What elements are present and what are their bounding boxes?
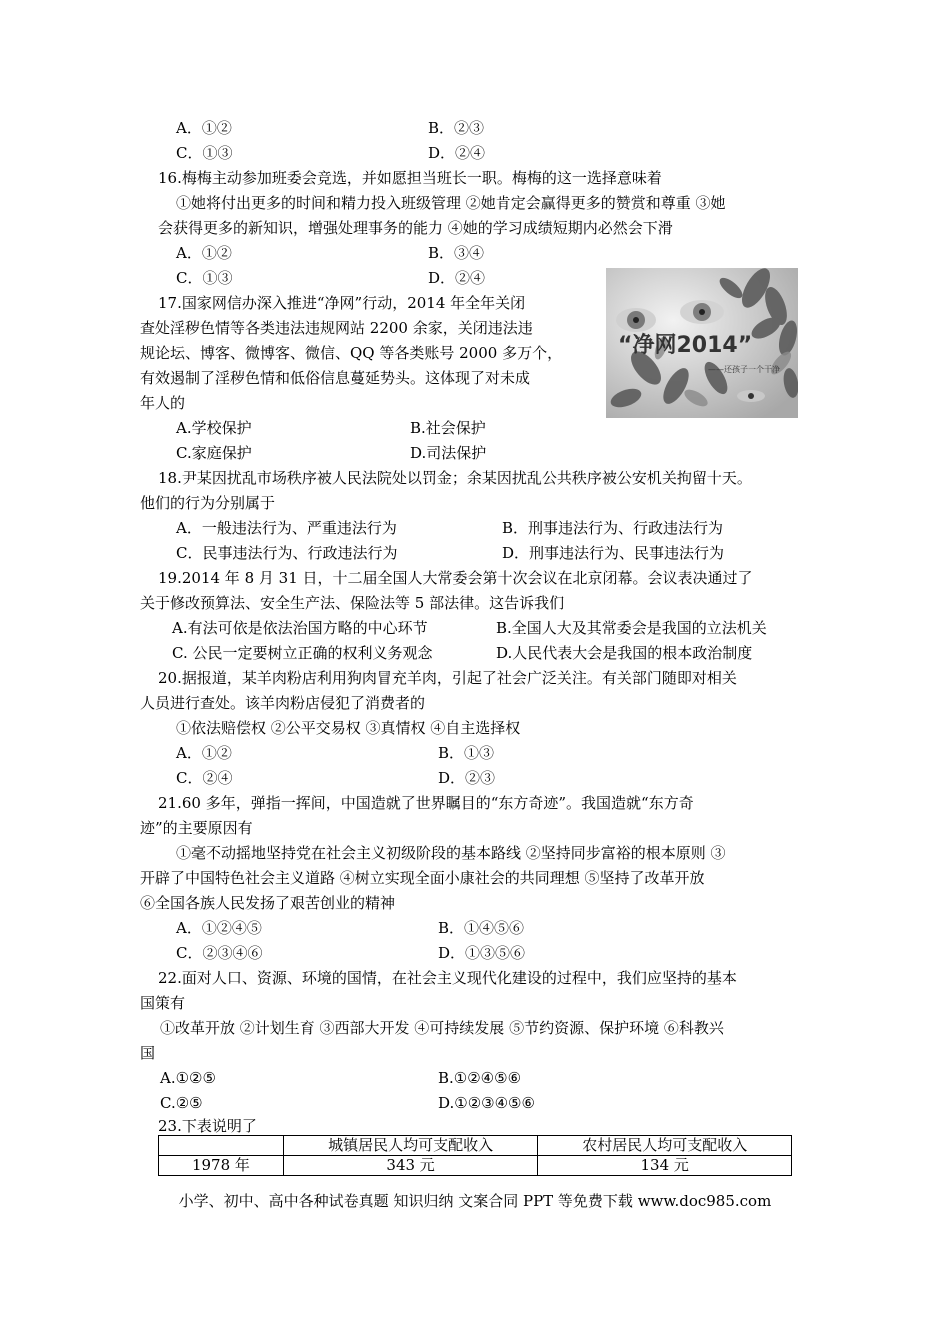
text-line: ①依法赔偿权 ②公平交易权 ③真情权 ④自主选择权	[176, 719, 521, 737]
text-line: 国	[140, 1044, 156, 1062]
text-line: D.①②③④⑤⑥	[438, 1094, 535, 1112]
table-header-cell: 城镇居民人均可支配收入	[283, 1136, 538, 1156]
text-line: A．一般违法行为、严重违法行为	[176, 519, 397, 537]
text-line: A.学校保护	[176, 419, 252, 437]
text-line: ①她将付出更多的时间和精力投入班级管理 ②她肯定会赢得更多的赞赏和尊重 ③她	[176, 194, 726, 212]
text-line: 18.尹某因扰乱市场秩序被人民法院处以罚金；余某因扰乱公共秩序被公安机关拘留十天。	[158, 469, 752, 487]
table-header-row	[159, 1136, 792, 1156]
text-line: 迹”的主要原因有	[140, 819, 253, 837]
text-line: D.司法保护	[410, 444, 487, 462]
text-line: A．①②	[176, 119, 232, 137]
text-line: B.①②④⑤⑥	[438, 1069, 522, 1087]
page-footer: 小学、初中、高中各种试卷真题 知识归纳 文案合同 PPT 等免费下载 www.doc985.com	[178, 1192, 772, 1210]
text-line: D．②③	[438, 769, 496, 787]
text-line: 有效遏制了淫秽色情和低俗信息蔓延势头。这体现了对未成	[140, 369, 531, 387]
text-line: C．②④	[176, 769, 233, 787]
text-line: A．①②④⑤	[176, 919, 262, 937]
text-line: 人员进行查处。该羊肉粉店侵犯了消费者的	[140, 694, 426, 712]
text-line: 查处淫秽色情等各类违法违规网站 2200 余家，关闭违法违	[140, 319, 533, 337]
text-line: A.①②⑤	[160, 1069, 216, 1087]
text-line: A．①②	[176, 244, 232, 262]
image-subtitle: ——还孩子一个干净	[708, 365, 780, 374]
table-cell: 134 元	[538, 1156, 792, 1176]
text-line: 国策有	[140, 994, 186, 1012]
text-line: D.人民代表大会是我国的根本政治制度	[496, 644, 753, 662]
text-line: 22.面对人口、资源、环境的国情，在社会主义现代化建设的过程中，我们应坚持的基本	[158, 969, 737, 987]
text-line: C.②⑤	[160, 1094, 203, 1112]
text-line: D．②④	[428, 144, 486, 162]
income-table	[158, 1135, 792, 1176]
text-line: 19.2014 年 8 月 31 日，十二届全国人大常委会第十次会议在北京闭幕。会议表决通过了	[158, 569, 753, 587]
text-line: C．①③	[176, 269, 233, 287]
text-line: 23.下表说明了	[158, 1117, 257, 1135]
text-line: A.有法可依是依法治国方略的中心环节	[172, 619, 428, 637]
text-line: ①毫不动摇地坚持党在社会主义初级阶段的基本路线 ②坚持同步富裕的根本原则 ③	[176, 844, 726, 862]
table-cell: 343 元	[283, 1156, 538, 1176]
text-line: B．②③	[428, 119, 485, 137]
text-line: 关于修改预算法、安全生产法、保险法等 5 部法律。这告诉我们	[140, 594, 565, 612]
text-line: B．刑事违法行为、行政违法行为	[502, 519, 724, 537]
text-line: C．民事违法行为、行政违法行为	[176, 544, 398, 562]
text-line: 他们的行为分别属于	[140, 494, 276, 512]
text-line: 年人的	[140, 394, 186, 412]
text-line: 21.60 多年，弹指一挥间，中国造就了世界瞩目的“东方奇迹”。我国造就“东方奇	[158, 794, 694, 812]
text-line: C.家庭保护	[176, 444, 252, 462]
text-line: B．③④	[428, 244, 485, 262]
text-line: C．①③	[176, 144, 233, 162]
text-line: 开辟了中国特色社会主义道路 ④树立实现全面小康社会的共同理想 ⑤坚持了改革开放	[140, 869, 705, 887]
text-line: ⑥全国各族人民发扬了艰苦创业的精神	[140, 894, 396, 912]
image-title: “净网2014”	[618, 333, 753, 358]
text-line: B．①③	[438, 744, 495, 762]
text-line: ①改革开放 ②计划生育 ③西部大开发 ④可持续发展 ⑤节约资源、保护环境 ⑥科教兴	[160, 1019, 724, 1037]
text-line: C. 公民一定要树立正确的权利义务观念	[172, 644, 433, 662]
text-line: D．刑事违法行为、民事违法行为	[502, 544, 725, 562]
text-line: A．①②	[176, 744, 232, 762]
text-line: D．①③⑤⑥	[438, 944, 526, 962]
text-line: B．①④⑤⑥	[438, 919, 525, 937]
text-line: 17.国家网信办深入推进“净网”行动，2014 年全年关闭	[158, 294, 526, 312]
table-header-cell: 农村居民人均可支配收入	[538, 1136, 792, 1156]
table-row	[159, 1156, 792, 1176]
table-cell: 1978 年	[159, 1156, 284, 1176]
text-line: 20.据报道，某羊肉粉店利用狗肉冒充羊肉，引起了社会广泛关注。有关部门随即对相关	[158, 669, 737, 687]
table-header-cell	[159, 1136, 284, 1156]
text-line: 规论坛、博客、微博客、微信、QQ 等各类账号 2000 多万个，	[140, 344, 563, 362]
jingwang-2014-image	[606, 268, 798, 418]
text-line: D．②④	[428, 269, 486, 287]
text-line: 会获得更多的新知识，增强处理事务的能力 ④她的学习成绩短期内必然会下滑	[158, 219, 673, 237]
text-line: B.全国人大及其常委会是我国的立法机关	[496, 619, 767, 637]
text-line: 16.梅梅主动参加班委会竞选，并如愿担当班长一职。梅梅的这一选择意味着	[158, 169, 662, 187]
text-line: C．②③④⑥	[176, 944, 263, 962]
text-line: B.社会保护	[410, 419, 486, 437]
